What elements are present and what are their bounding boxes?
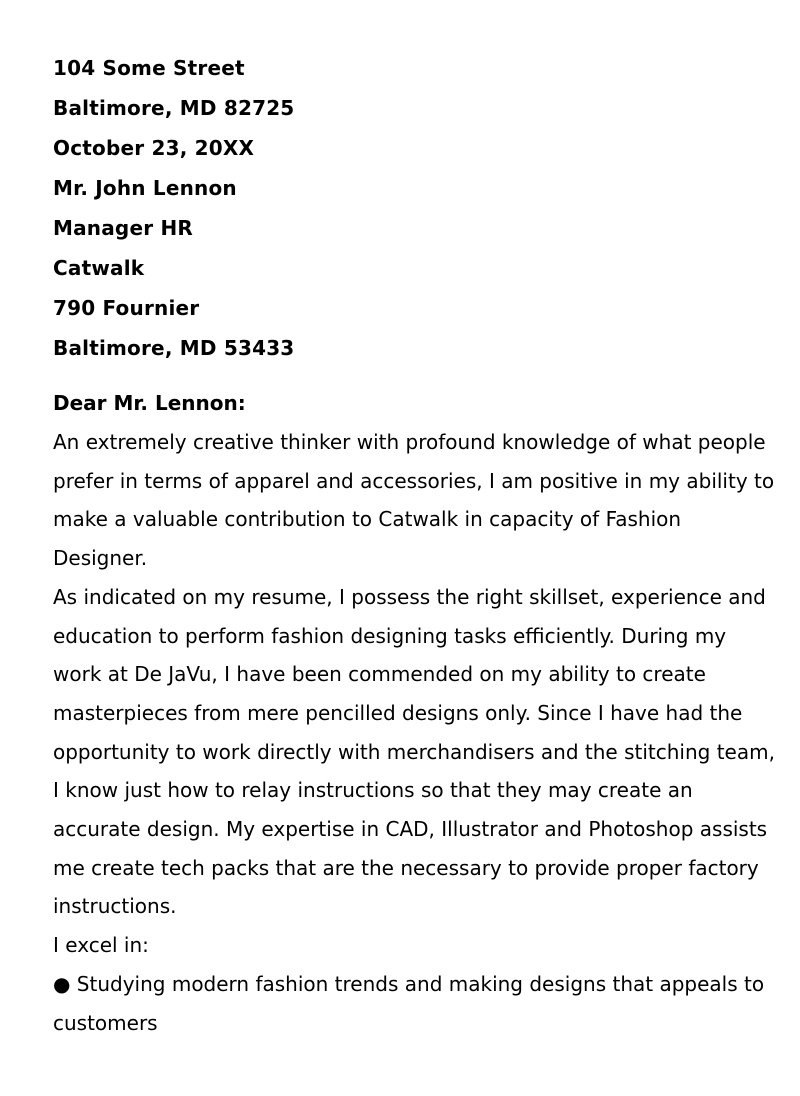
letter-body bbox=[53, 384, 773, 1042]
recipient-title: Manager HR bbox=[53, 216, 193, 240]
text-line: education to perform fashion designing tasks efficiently. During my bbox=[53, 623, 727, 648]
list-item bbox=[53, 965, 773, 1042]
text-line: As indicated on my resume, I possess the right skillset, experience and bbox=[53, 584, 766, 609]
paragraph-excel-intro bbox=[53, 926, 773, 965]
paragraph-experience bbox=[53, 578, 773, 926]
paragraph-intro bbox=[53, 423, 773, 578]
text-line: I excel in: bbox=[53, 933, 149, 958]
text-line: accurate design. My expertise in CAD, Illustrator and Photoshop assists bbox=[53, 817, 768, 842]
text-line: me create tech packs that are the necessary to provide proper factory bbox=[53, 855, 759, 880]
text-line: masterpieces from mere pencilled designs only. Since I have had the bbox=[53, 700, 743, 725]
text-line: make a valuable contribution to Catwalk in capacity of Fashion bbox=[53, 507, 682, 532]
salutation: Dear Mr. Lennon: bbox=[53, 391, 246, 415]
text-line: Designer. bbox=[53, 546, 148, 571]
sender-city-state-zip: Baltimore, MD 82725 bbox=[53, 96, 295, 120]
text-line: opportunity to work directly with merchandisers and the stitching team, bbox=[53, 739, 775, 764]
recipient-city-state-zip: Baltimore, MD 53433 bbox=[53, 336, 295, 360]
text-line: ● Studying modern fashion trends and making designs that appeals to bbox=[53, 971, 765, 996]
text-line: work at De JaVu, I have been commended on my ability to create bbox=[53, 662, 706, 687]
recipient-company: Catwalk bbox=[53, 256, 145, 280]
text-line: I know just how to relay instructions so that they may create an bbox=[53, 778, 693, 803]
letter-date: October 23, 20XX bbox=[53, 136, 255, 160]
text-line: prefer in terms of apparel and accessories, I am positive in my ability to bbox=[53, 468, 775, 493]
text-line: instructions. bbox=[53, 894, 177, 919]
recipient-street: 790 Fournier bbox=[53, 296, 200, 320]
skills-bullet-list bbox=[53, 965, 773, 1042]
address-block bbox=[53, 48, 773, 368]
recipient-name: Mr. John Lennon bbox=[53, 176, 237, 200]
text-line: An extremely creative thinker with profound knowledge of what people bbox=[53, 430, 766, 454]
sender-street: 104 Some Street bbox=[53, 56, 245, 80]
text-line: customers bbox=[53, 1010, 158, 1035]
